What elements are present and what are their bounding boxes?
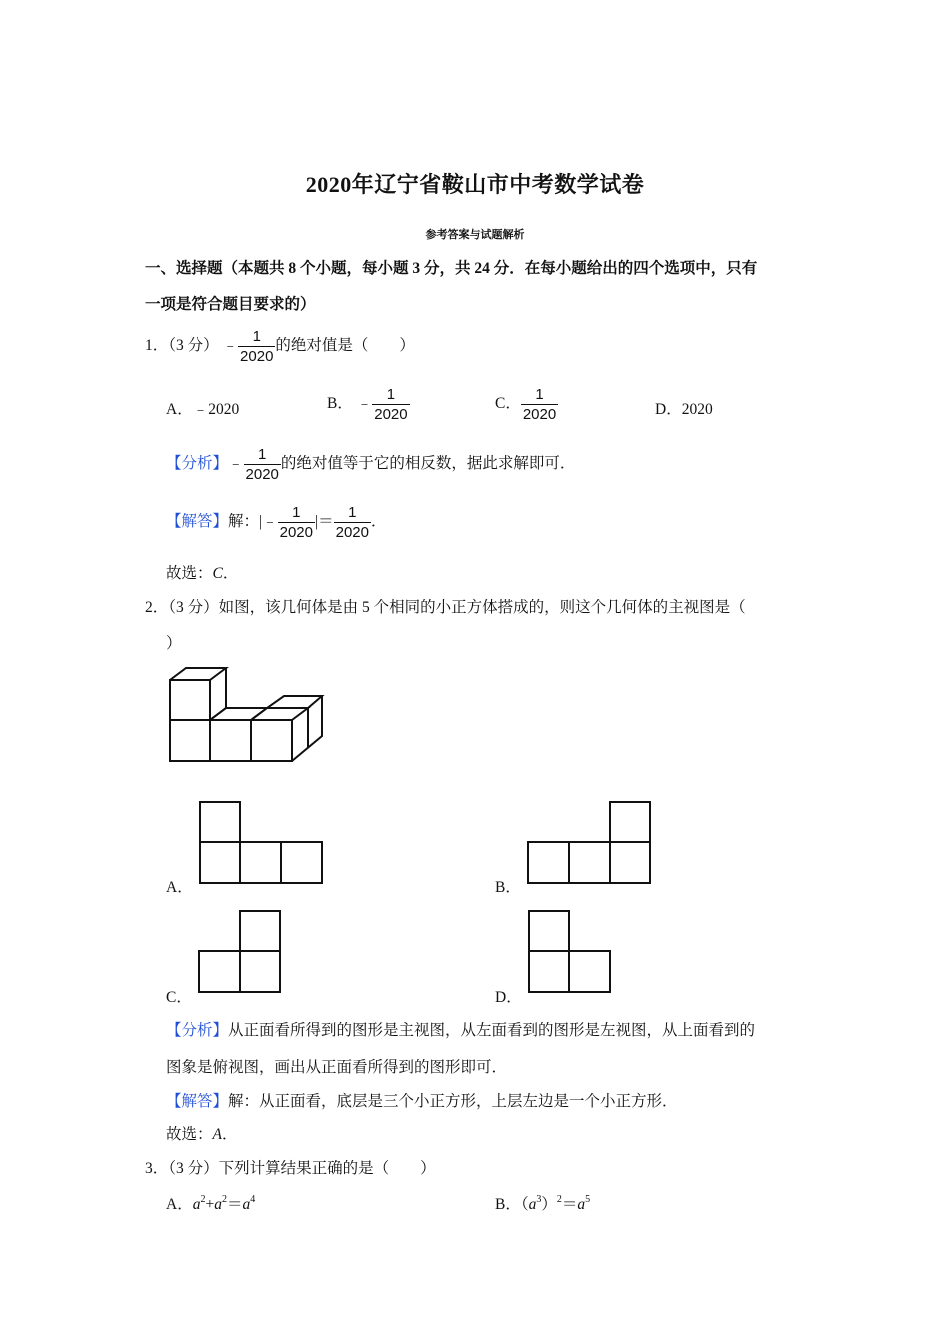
q1-answer-denominator-1: 2020 (279, 524, 313, 541)
opt-a-square-top (200, 802, 240, 842)
q3-b-exp-1: 3 (536, 1194, 542, 1205)
q1-fraction (238, 327, 275, 366)
q1-option-c-fraction (521, 385, 558, 424)
q2-choice (166, 1122, 238, 1144)
solid-front-bottom-1 (170, 720, 210, 761)
q2-option-c-label: C． (166, 989, 192, 1006)
q3-b-var-1: a (528, 1196, 537, 1213)
q3-a-eq: ＝ (226, 1196, 243, 1213)
opt-b-square-1 (528, 842, 569, 883)
q1-numerator: 1 (252, 328, 261, 345)
q2-choice-end: ． (221, 1126, 238, 1143)
solid-top-cube-side (210, 668, 226, 720)
q3-a-plus: + (205, 1196, 215, 1213)
opt-b-square-2 (569, 842, 610, 883)
q1-option-a-text: ﹣2020 (192, 401, 240, 418)
q2-solid-figure (160, 660, 330, 770)
q1-option-d-text: 2020 (681, 401, 713, 418)
q3-b-rparen: ） (541, 1196, 557, 1213)
q3-option-b-label: B． (495, 1196, 521, 1213)
q3-option-a (166, 1192, 255, 1214)
q2-option-b-label: B． (495, 879, 521, 896)
solid-front-bottom-2 (210, 720, 251, 761)
opt-c-square-1 (199, 951, 240, 992)
q1-denominator: 2020 (240, 348, 274, 365)
q1-answer-fraction-2 (334, 503, 371, 542)
q2-analysis-line1 (166, 1018, 755, 1040)
q1-option-c-numerator: 1 (535, 386, 544, 403)
q1-answer-mid: |＝ (315, 513, 334, 531)
opt-d-square-2 (569, 951, 610, 992)
q1-option-b-label: B． (327, 395, 353, 413)
q3-stem (145, 1156, 436, 1178)
q2-option-c-figure (195, 907, 285, 997)
q1-analysis-denominator: 2020 (245, 466, 279, 483)
q3-score: （3 分） (168, 1160, 219, 1177)
q1-option-c-denominator: 2020 (522, 406, 557, 423)
q1-option-d-label: D． (655, 401, 682, 418)
q1-choice-prefix: 故选： (166, 565, 213, 582)
q1-answer-numerator-2: 1 (348, 504, 357, 521)
solid-top-cube-top (170, 668, 226, 680)
q1-minus: ﹣ (222, 337, 239, 355)
q1-option-a-label: A． (166, 401, 193, 418)
q2-stem-line1 (145, 595, 746, 617)
q3-a-exp-2: 2 (221, 1194, 227, 1205)
q1-score: （3 分） (168, 337, 219, 355)
section-heading-line1: 一、选择题（本题共 8 个小题，每小题 3 分，共 24 分．在每小题给出的四个选项中，只有 (145, 260, 758, 277)
q2-choice-letter: A (212, 1126, 222, 1143)
q2-option-b-figure (524, 798, 654, 888)
opt-a-square-3 (281, 842, 322, 883)
q3-b-exp-2: 2 (556, 1194, 562, 1205)
q1-analysis-minus: ﹣ (228, 455, 244, 473)
opt-a-square-1 (200, 842, 240, 883)
q1-option-b-denominator: 2020 (374, 406, 408, 423)
q2-analysis-tag: 【分析】 (166, 1022, 229, 1039)
q3-b-exp-3: 5 (585, 1194, 591, 1205)
q1-analysis (166, 445, 575, 484)
q3-a-exp-3: 4 (250, 1194, 256, 1205)
q2-answer-text: 解：从正面看，底层是三个小正方形，上层左边是一个小正方形． (228, 1093, 678, 1110)
q3-a-var-2: a (214, 1196, 222, 1213)
opt-d-square-top (529, 911, 569, 951)
q1-choice (166, 561, 238, 583)
q2-number: 2． (145, 599, 169, 616)
q3-b-var-2: a (577, 1196, 586, 1213)
q2-option-d-figure (525, 907, 615, 997)
q1-option-c-label: C． (495, 395, 521, 413)
q1-option-b-minus: ﹣ (356, 395, 373, 413)
solid-front-top-cube (170, 680, 210, 720)
q2-stem-text: 如图，该几何体是由 5 个相同的小正方体搭成的，则这个几何体的主视图是（ (218, 599, 746, 616)
q1-stem-tail: 的绝对值是（ ） (275, 337, 415, 355)
q2-option-d-label: D． (495, 989, 522, 1006)
q1-answer-end: ． (370, 513, 387, 531)
q1-option-b-fraction (372, 385, 409, 424)
q2-choice-prefix: 故选： (166, 1126, 213, 1143)
q2-analysis-text-1: 从正面看所得到的图形是主视图，从左面看到的图形是左视图，从上面看到的 (228, 1022, 756, 1039)
opt-c-square-top (240, 911, 280, 951)
opt-b-square-3 (610, 842, 650, 883)
q1-option-c (495, 385, 558, 424)
q1-option-b-numerator: 1 (386, 386, 396, 403)
q3-a-var-3: a (242, 1196, 251, 1213)
q3-option-b (495, 1192, 590, 1214)
q2-option-a-figure (196, 798, 326, 888)
q1-option-d (655, 397, 713, 419)
q2-answer-tag: 【解答】 (166, 1093, 229, 1110)
q1-choice-letter: C (212, 565, 223, 582)
q1-answer-denominator-2: 2020 (335, 524, 369, 541)
solid-front-bottom-3 (251, 720, 292, 761)
q2-score: （3 分） (168, 599, 219, 616)
q1-choice-end: ． (222, 565, 239, 582)
q3-option-a-label: A． (166, 1196, 193, 1213)
q1-option-a (166, 397, 239, 419)
q1-answer-prefix: 解：|﹣ (228, 513, 278, 531)
q2-stem-line2: ） (166, 635, 182, 652)
opt-c-square-2 (240, 951, 280, 992)
section-heading-line2: 一项是符合题目要求的） (145, 296, 316, 313)
q3-number: 3． (145, 1160, 169, 1177)
q2-option-a-label: A． (166, 879, 193, 896)
q1-answer (166, 503, 387, 542)
q1-analysis-tag: 【分析】 (166, 455, 229, 473)
q1-analysis-numerator: 1 (258, 446, 267, 463)
page-title: 2020年辽宁省鞍山市中考数学试卷 (305, 172, 645, 197)
q1-stem (145, 327, 415, 366)
q2-answer (166, 1089, 678, 1111)
q1-option-b (327, 385, 410, 424)
opt-d-square-1 (529, 951, 569, 992)
q3-a-var-1: a (192, 1196, 201, 1213)
q1-answer-fraction-1 (278, 503, 315, 542)
q3-a-exp-1: 2 (200, 1194, 206, 1205)
q1-number: 1． (145, 337, 169, 355)
q2-analysis-line2: 图象是俯视图，画出从正面看所得到的图形即可． (166, 1059, 508, 1076)
q1-analysis-fraction (244, 445, 281, 484)
page-subtitle: 参考答案与试题解析 (425, 229, 525, 241)
q1-answer-numerator-1: 1 (292, 504, 301, 521)
q3-b-eq: ＝ (561, 1196, 578, 1213)
opt-a-square-2 (240, 842, 281, 883)
q3-b-lparen: （ (520, 1196, 529, 1213)
q3-stem-text: 下列计算结果正确的是（ ） (218, 1160, 436, 1177)
q1-answer-tag: 【解答】 (166, 513, 229, 531)
q1-analysis-tail: 的绝对值等于它的相反数，据此求解即可． (280, 455, 576, 473)
opt-b-square-top (610, 802, 650, 842)
